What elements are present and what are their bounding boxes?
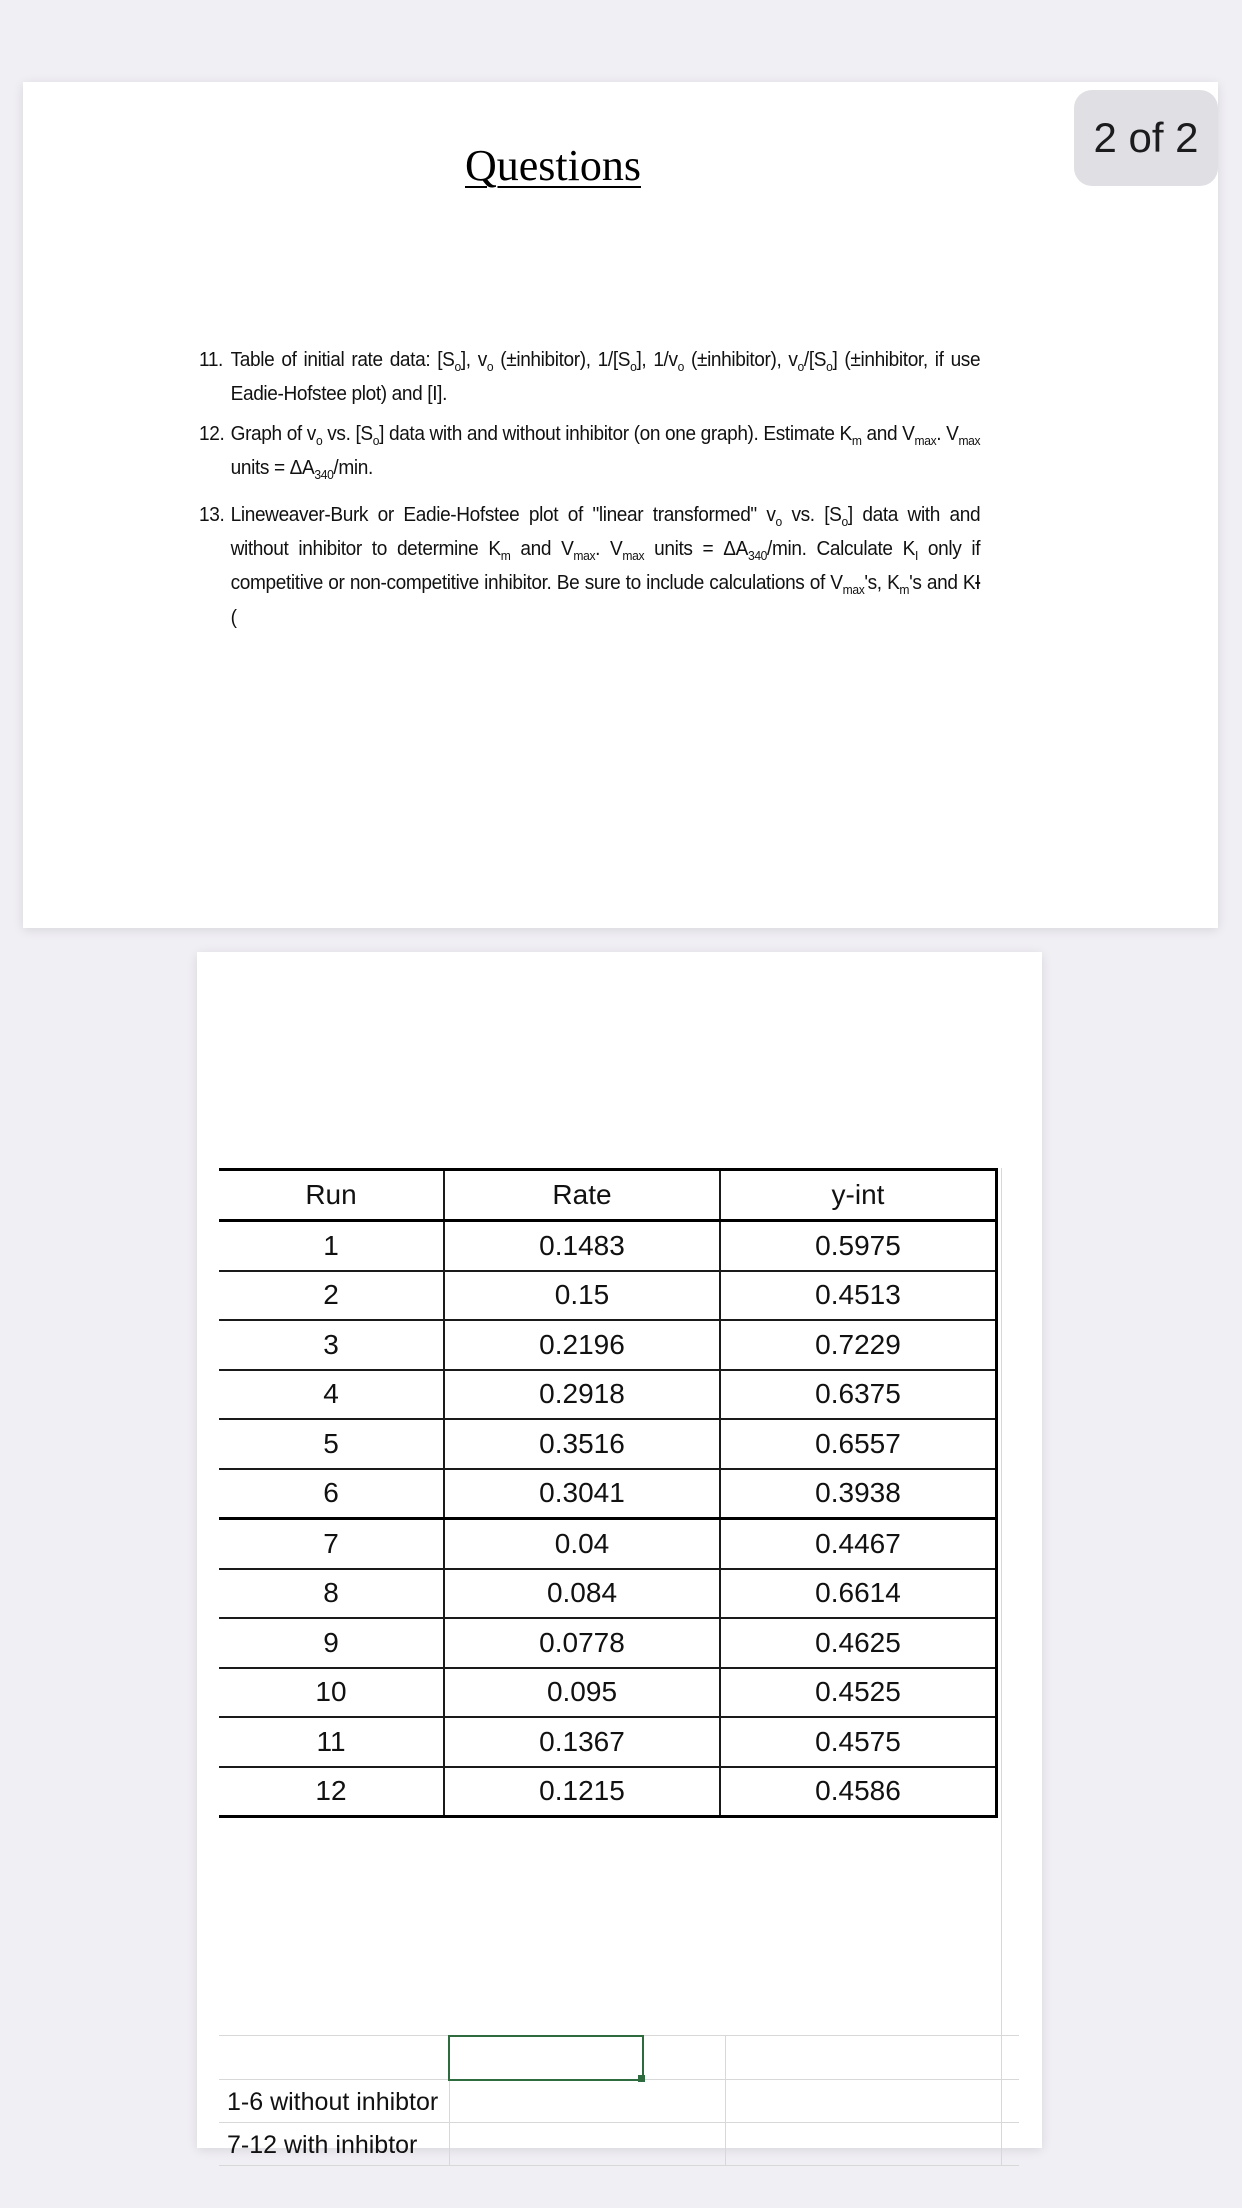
document-page-1: [23, 82, 1218, 928]
question-13: [199, 501, 980, 630]
cell-run[interactable]: 4: [219, 1370, 444, 1420]
cell-rate[interactable]: 0.1367: [444, 1717, 720, 1767]
table-row: [219, 1320, 997, 1370]
table-row: [219, 1419, 997, 1469]
page-indicator-badge: 2 of 2: [1074, 90, 1218, 186]
table-row: [219, 1767, 997, 1817]
question-number: 12.: [199, 422, 225, 446]
cell-rate[interactable]: 0.095: [444, 1668, 720, 1718]
selected-cell[interactable]: [448, 2035, 644, 2081]
cell-rate[interactable]: 0.3516: [444, 1419, 720, 1469]
rate-data-table: [219, 1168, 998, 1818]
cell-rate[interactable]: 0.1483: [444, 1221, 720, 1271]
cell-run[interactable]: 6: [219, 1469, 444, 1519]
note-without-inhibitor[interactable]: 1-6 without inhibtor: [227, 2088, 439, 2116]
questions-list: [199, 346, 980, 644]
cell-rate[interactable]: 0.1215: [444, 1767, 720, 1817]
cell-run[interactable]: 1: [219, 1221, 444, 1271]
table-row: [219, 1569, 997, 1619]
column-header-rate[interactable]: Rate: [444, 1170, 720, 1221]
cell-run[interactable]: 10: [219, 1668, 444, 1718]
cell-y-int[interactable]: 0.4625: [720, 1618, 997, 1668]
cell-run[interactable]: 12: [219, 1767, 444, 1817]
cell-run[interactable]: 3: [219, 1320, 444, 1370]
cell-y-int[interactable]: 0.6557: [720, 1419, 997, 1469]
cell-y-int[interactable]: 0.7229: [720, 1320, 997, 1370]
page-title: Questions: [465, 141, 641, 190]
column-header-y-int[interactable]: y-int: [720, 1170, 997, 1221]
table-row: [219, 1271, 997, 1321]
table-row: [219, 1370, 997, 1420]
cell-rate[interactable]: 0.04: [444, 1519, 720, 1569]
cell-rate[interactable]: 0.2918: [444, 1370, 720, 1420]
question-text: Lineweaver-Burk or Eadie-Hofstee plot of "linear transformed" $v_o$ vs. $[S_o]$ data with and without inhibitor to determine $K_m$ and $V_{max}$. $V_{max}$ units = $\Delta A_{340}/\min$. Calculate $K_I$ only if competitive or non-competitive inhibitor. Be sure to include calculations of $V_{max}'s$, $K_m's$ and KI (: [230, 503, 981, 629]
table-row: [219, 1717, 997, 1767]
cell-y-int[interactable]: 0.5975: [720, 1221, 997, 1271]
cell-rate[interactable]: 0.3041: [444, 1469, 720, 1519]
table-row: [219, 1469, 997, 1519]
cell-run[interactable]: 2: [219, 1271, 444, 1321]
cell-rate[interactable]: 0.15: [444, 1271, 720, 1321]
cell-rate[interactable]: 0.084: [444, 1569, 720, 1619]
table-row: [219, 1618, 997, 1668]
spreadsheet-table-container: [219, 1168, 1019, 1818]
column-header-run[interactable]: Run: [219, 1170, 444, 1221]
table-row: [219, 1519, 997, 1569]
question-number: 11.: [199, 348, 223, 371]
cell-run[interactable]: 9: [219, 1618, 444, 1668]
cell-rate[interactable]: 0.2196: [444, 1320, 720, 1370]
question-text: Graph of $v_o$ vs. $[S_o]$ data with and without inhibitor (on one graph). Estimate $K_m$ and $V_{max}$. $V_{max}$ units = $\Delta A_{340}/\min$.: [230, 422, 981, 483]
fill-handle[interactable]: [638, 2075, 645, 2082]
cell-y-int[interactable]: 0.6375: [720, 1370, 997, 1420]
table-row: [219, 1221, 997, 1271]
gridline: [219, 2165, 1019, 2166]
question-11: [199, 346, 980, 407]
gridline: [219, 2122, 1019, 2123]
note-with-inhibitor[interactable]: 7-12 with inhibtor: [227, 2131, 418, 2159]
cell-run[interactable]: 7: [219, 1519, 444, 1569]
cell-y-int[interactable]: 0.3938: [720, 1469, 997, 1519]
cell-y-int[interactable]: 0.4575: [720, 1717, 997, 1767]
document-page-2: [197, 952, 1042, 2159]
question-text: Table of initial rate data: $[S_o]$, $v_o$ (±inhibitor), $1/[S_o]$, $1/v_o$ (±inhibitor), $v_o/[S_o]$ (±inhibitor, if use Eadie-Hofstee plot) and [I].: [230, 348, 981, 406]
cell-rate[interactable]: 0.0778: [444, 1618, 720, 1668]
question-number: 13.: [199, 503, 225, 527]
cell-y-int[interactable]: 0.4586: [720, 1767, 997, 1817]
cell-y-int[interactable]: 0.6614: [720, 1569, 997, 1619]
cell-y-int[interactable]: 0.4513: [720, 1271, 997, 1321]
struck-text: I: [975, 571, 981, 595]
cell-run[interactable]: 8: [219, 1569, 444, 1619]
cell-run[interactable]: 11: [219, 1717, 444, 1767]
cell-run[interactable]: 5: [219, 1419, 444, 1469]
cell-y-int[interactable]: 0.4467: [720, 1519, 997, 1569]
gridline: [725, 2035, 726, 2165]
cell-y-int[interactable]: 0.4525: [720, 1668, 997, 1718]
table-header-row: [219, 1170, 997, 1221]
question-12: [199, 420, 980, 488]
table-row: [219, 1668, 997, 1718]
